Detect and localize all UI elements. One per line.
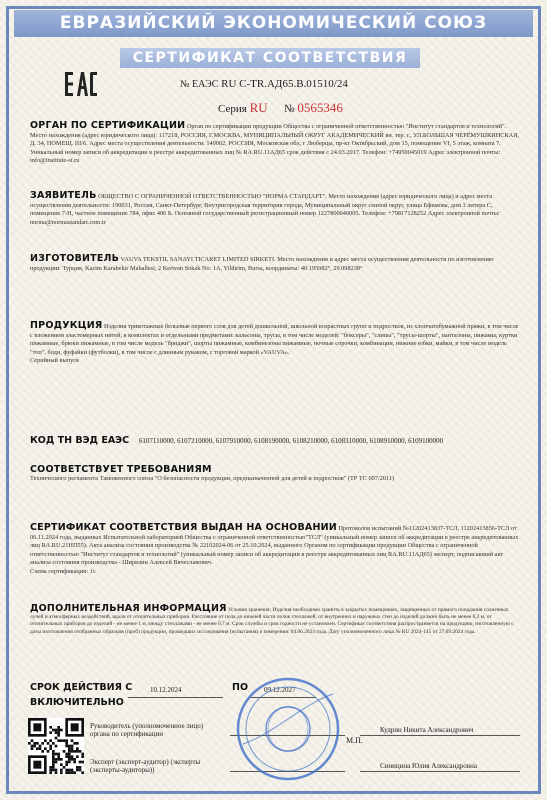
registration-label: № ЕАЭС xyxy=(180,79,219,90)
applicant-heading: ЗАЯВИТЕЛЬ xyxy=(30,190,97,201)
compliance-heading: СООТВЕТСТВУЕТ ТРЕБОВАНИЯМ xyxy=(30,464,212,475)
validity-to-label: ПО xyxy=(232,682,249,693)
head-name-line xyxy=(360,735,520,736)
basis-section xyxy=(30,524,520,577)
manufacturer-heading: ИЗГОТОВИТЕЛЬ xyxy=(30,253,120,264)
from-date-underline xyxy=(128,697,223,698)
basis-heading: СЕРТИФИКАТ СООТВЕТСТВИЯ ВЫДАН НА ОСНОВАНИИ xyxy=(30,522,337,533)
additional-text: Условия хранения: Изделия необходимо хранить в закрытых помещениях, защищенных от прямого попадания солнечных лучей и атмосферных воздействий, вдали от отопительных приборов. Расстояние от пола до нижней части полок стеллажей, от внутренних и наружных стен до изделий должно быть не менее 0,2 м, от отопительных приборов до изделий - не менее 1 м, между стеллажами - не менее 0,7 м. Срок службы и срок годности не установлен. Сертификат соответствия распространяется на продукцию, изготовленную с даты изготовления отобранных образцов (проб) продукции, прошедших исследования (испытания) и измерения: 04.06.2024 года. Дату уполномоченного лица № RU 2024-145 от 27.09.2024 года. xyxy=(30,607,514,635)
applicant-text: ОБЩЕСТВО С ОГРАНИЧЕННОЙ ОТВЕТСТВЕННОСТЬЮ "НОРМА СТАНДАРТ". Место нахождения (адрес юридического лица) и адрес места осуществления деятельности: 190031, Россия, Санкт-Петербург, Внутригородская территория города, Муниципальный округ сенной округ, улица Ефимова, дом 3 литера С, помещение 7-Н, частное помещение 784, офис 406 Б. Основной государственный регистрационный номер 1227800040005. Телефон: +79817128252 Адрес электронной почты: norma@normastandart.com.tr xyxy=(30,193,500,226)
additional-heading: ДОПОЛНИТЕЛЬНАЯ ИНФОРМАЦИЯ xyxy=(30,603,227,614)
compliance-text: Технического регламента Таможенного союза "О безопасности продукции, предназначенной для детей и подростков" (ТР ТС 007/2011) xyxy=(30,474,395,482)
tnved-section xyxy=(30,435,520,446)
product-text: Изделия трикотажные бельевые первого слоя для детей дошкольной, школьной возрастных групп и подростков, из хлопчатобумажной пряжи, в том числе с вложением эластомерных нитей, в комплектах и отдельными предметами: кальсоны, трусы, в том числе моделей: "боксеры", "слипы", "трусы-шорты", панталоны, пижамы, куртки пижамные, брюки пижамные, в том числе модель "бриджи", шорты пижамные, комбинезоны пижамные, ночные сорочки, комбинации, нижние юбки, майки, в том числе модель "топ", боди, фуфайки (футболки), в том числе с длинным рукавом, с торговой маркой «VAUVA». xyxy=(30,323,519,356)
registration-number xyxy=(180,78,348,90)
union-banner: ЕВРАЗИЙСКИЙ ЭКОНОМИЧЕСКИЙ СОЮЗ xyxy=(14,10,533,37)
series-number-label: № xyxy=(284,103,295,115)
eac-logo xyxy=(64,70,98,98)
registration-value: RU С-TR.АД65.В.01510/24 xyxy=(221,78,348,90)
validity-from-date: 10.12.2024 xyxy=(150,686,182,694)
compliance-section xyxy=(30,466,520,483)
product-heading: ПРОДУКЦИЯ xyxy=(30,320,103,331)
additional-section xyxy=(30,605,520,636)
head-name: Кудрин Никита Александрович xyxy=(380,726,474,734)
tnved-codes: 6107110000, 6107210000, 6107910000, 6108190000, 6108210000, 6108310000, 6108910000, 6109100000 xyxy=(138,437,444,445)
basis-text: Протоколов испытаний №11202413837-ТСЛ, 11202413856-ТСЛ от 06.11.2024 года, выданных Испытательной лабораторией Общества с ограниченной ответственностью"ТСЛ" (уникальный номер записи об аккредитации в реестре аккредитованных лиц RA.RU.21НП55). Акта анализа состояния производства № 22102024-06 от 25.10.2024, выданного Органом по сертификации продукции Общества с ограниченной ответственностью "Институт стандартов и технологий" (уникальный номер записи об аккредитации в реестре аккредитованных лиц RA.RU.11АД65) эксперт, подписавший акт анализа состояния производства - Ширялин Алексей Вячеславович. xyxy=(30,525,519,567)
organ-heading: ОРГАН ПО СЕРТИФИКАЦИИ xyxy=(30,120,186,131)
expert-name-line xyxy=(360,771,520,772)
basis-scheme: Схема сертификации: 1с xyxy=(30,567,96,575)
organ-section xyxy=(30,122,520,166)
stamp-label: М.П. xyxy=(346,736,363,745)
official-stamp xyxy=(233,674,343,784)
series-label: Серия xyxy=(218,103,247,115)
validity-to-date: 09.12.2027 xyxy=(264,686,296,694)
manufacturer-section xyxy=(30,255,520,273)
manufacturer-text: VAUVA TEKSTIL SANAYI TICARET LIMITED SIRKETI. Место нахождения и адрес места осуществления деятельности по изготовлению продукции: Турция, Kazim Karabekir Mahallesi, 2 Kertvan Sokak No: 1A, Yildirim, Bursa, координаты: 40.195982°, 29.098238° xyxy=(30,256,494,272)
series-number: 0565346 xyxy=(297,100,343,115)
product-serial: Серийный выпуск xyxy=(30,357,80,365)
series-line xyxy=(218,100,343,116)
validity-from-label: СРОК ДЕЙСТВИЯ С xyxy=(30,682,133,693)
series-code: RU xyxy=(249,100,268,115)
applicant-section xyxy=(30,192,520,227)
expert-name: Синицина Юлия Александровна xyxy=(380,762,477,770)
tnved-heading: КОД ТН ВЭД ЕАЭС xyxy=(30,435,130,446)
expert-label: Эксперт (эксперт-аудитор) (эксперты (эксперты-аудиторы)) xyxy=(90,758,201,774)
head-label: Руководитель (уполномоченное лицо) органа по сертификации xyxy=(90,722,204,738)
product-section xyxy=(30,322,520,366)
organ-text: Орган по сертификации продукции Общества с ограниченной ответственностью "Институт стандартов и технологий". Место нахождения (адрес юридического лица): 117218, РОССИЯ, Г.МОСКВА, МУНИЦИПАЛЬНЫЙ ОКРУГ АКАДЕМИЧЕСКИЙ вн. тер. г., УЛ.БОЛЬШАЯ ЧЕРЁМУШКИНСКАЯ, Д. 34, ПОМЕЩ. III/6. Адрес места осуществления деятельности: 140002, РОССИЯ, Московская обл, г Люберцы, пр-кт Октябрьский, дом 15, помещение VI, 5 этаж, комната 7. Уникальный номер записи об аккредитации в реестре аккредитованных лиц № RA.RU.11АД65 срок действия с 24.03.2017. Телефон: +74950045019 Адрес электронной почты: info@institute-st.ru xyxy=(30,123,519,165)
qr-code xyxy=(28,718,84,774)
validity-inclusive: ВКЛЮЧИТЕЛЬНО xyxy=(30,697,124,708)
certificate-title: СЕРТИФИКАТ СООТВЕТСТВИЯ xyxy=(120,48,420,68)
